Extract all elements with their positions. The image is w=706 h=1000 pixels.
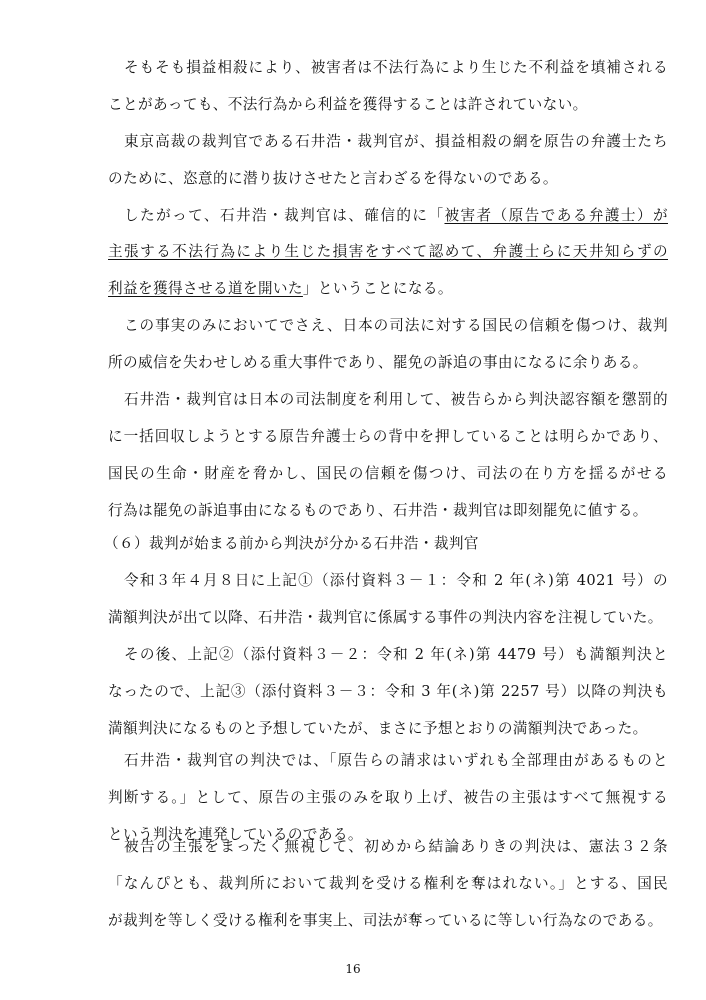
body-text-line: のために、恣意的に潜り抜けさせたと言わざるを得ないのである。 bbox=[108, 170, 558, 187]
body-text-line: 被告の主張をまったく無視して、初めから結論ありきの判決は、憲法３２条 bbox=[124, 838, 668, 855]
body-text-line: そもそも損益相殺により、被害者は不法行為により生じた不利益を填補される bbox=[124, 59, 668, 76]
page-number: 16 bbox=[345, 962, 361, 976]
body-text-line: この事実のみにおいてでさえ、日本の司法に対する国民の信頼を傷つけ、裁判 bbox=[124, 317, 668, 334]
body-text-line: 東京高裁の裁判官である石井浩・裁判官が、損益相殺の網を原告の弁護士たち bbox=[124, 133, 668, 150]
underlined-text: 主張する不法行為により生じた損害をすべて認めて、弁護士らに天井知らずの bbox=[108, 243, 668, 260]
body-text-line: に一括回収しようとする原告弁護士らの背中を押していることは明らかであり、 bbox=[108, 428, 668, 445]
body-text-line: 所の威信を失わせしめる重大事件であり、罷免の訴追の事由になるに余りある。 bbox=[108, 354, 648, 371]
body-text-line: 行為は罷免の訴追事由になるものであり、石井浩・裁判官は即刻罷免に値する。 bbox=[108, 502, 648, 519]
body-text-line: なったので、上記③（添付資料３－３：令和 3 年(ネ)第 2257 号）以降の判決も bbox=[108, 683, 668, 700]
body-text-line: 満額判決になるものと予想していたが、まさに予想とおりの満額判決であった。 bbox=[108, 720, 648, 737]
body-text-line bbox=[124, 206, 668, 226]
body-text-line bbox=[108, 279, 668, 299]
body-text-line: 「なんぴとも、裁判所において裁判を受ける権利を奪はれない。」とする、国民 bbox=[108, 875, 668, 892]
body-text-line: 国民の生命・財産を脅かし、国民の信頼を傷つけ、司法の在り方を揺るがせる bbox=[108, 465, 668, 482]
body-text-line bbox=[108, 242, 668, 262]
body-text-line: ことがあっても、不法行為から利益を獲得することは許されていない。 bbox=[108, 96, 588, 113]
underlined-text: 被害者（原告である弁護士）が bbox=[444, 207, 668, 224]
body-text-line: 石井浩・裁判官の判決では、「原告らの請求はいずれも全部理由があるものと bbox=[124, 752, 668, 769]
section-heading: （６）裁判が始まる前から判決が分かる石井浩・裁判官 bbox=[104, 535, 479, 552]
body-text-line: その後、上記②（添付資料３－２：令和 2 年(ネ)第 4479 号）も満額判決と bbox=[124, 646, 668, 663]
body-text-line: 石井浩・裁判官は日本の司法制度を利用して、被告らから判決認容額を懲罰的 bbox=[124, 391, 668, 408]
plain-text: したがって、石井浩・裁判官は、確信的に「 bbox=[124, 207, 445, 224]
body-text-line: 判断する。」として、原告の主張のみを取り上げ、被告の主張はすべて無視する bbox=[108, 789, 668, 806]
body-text-line: という判決を連発しているのである。 bbox=[108, 826, 363, 843]
body-text-line: が裁判を等しく受ける権利を事実上、司法が奪っているに等しい行為なのである。 bbox=[108, 912, 663, 929]
body-text-line: 満額判決が出て以降、石井浩・裁判官に係属する事件の判決内容を注視していた。 bbox=[108, 609, 663, 626]
body-text-line: 令和３年４月８日に上記①（添付資料３－１：令和 2 年(ネ)第 4021 号）の bbox=[124, 572, 668, 589]
plain-text: 」ということになる。 bbox=[302, 280, 453, 297]
underlined-text: 利益を獲得させる道を開いた bbox=[108, 280, 303, 297]
